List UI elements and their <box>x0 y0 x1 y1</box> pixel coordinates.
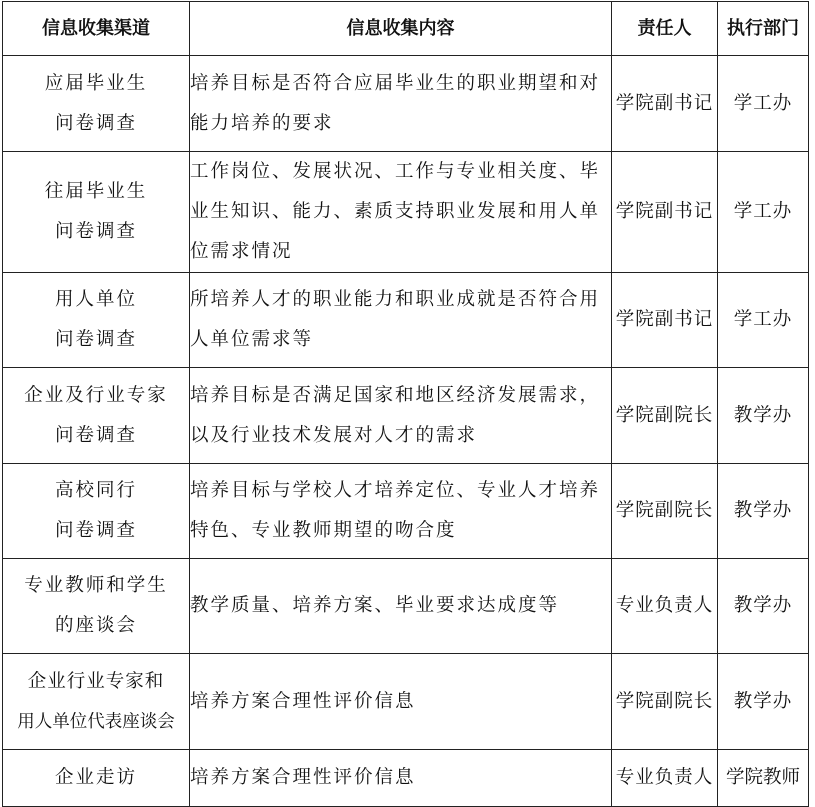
channel-cell <box>3 464 190 559</box>
table-row <box>3 464 809 559</box>
header-channel: 信息收集渠道 <box>3 2 190 56</box>
table-row <box>3 56 809 152</box>
dept-cell: 学工办 <box>718 152 809 273</box>
header-person: 责任人 <box>612 2 718 56</box>
table-row <box>3 654 809 750</box>
content-cell: 培养方案合理性评价信息 <box>190 654 612 750</box>
person-cell: 学院副书记 <box>612 273 718 368</box>
channel-line: 企业及行业专家 <box>24 384 168 406</box>
content-cell: 培养目标是否满足国家和地区经济发展需求，以及行业技术发展对人才的需求 <box>190 368 612 464</box>
dept-cell: 学工办 <box>718 273 809 368</box>
channel-line: 企业行业专家和 <box>27 670 165 692</box>
person-cell: 学院副院长 <box>612 464 718 559</box>
channel-line: 用人单位代表座谈会 <box>17 711 175 732</box>
content-cell: 所培养人才的职业能力和职业成就是否符合用人单位需求等 <box>190 273 612 368</box>
person-cell: 专业负责人 <box>612 559 718 654</box>
channel-cell <box>3 56 190 152</box>
person-cell: 专业负责人 <box>612 750 718 807</box>
content-cell: 培养目标与学校人才培养定位、专业人才培养特色、专业教师期望的吻合度 <box>190 464 612 559</box>
table-row <box>3 368 809 464</box>
content-cell: 工作岗位、发展状况、工作与专业相关度、毕业生知识、能力、素质支持职业发展和用人单位需求情况 <box>190 152 612 273</box>
dept-cell: 学院教师 <box>718 750 809 807</box>
table-row <box>3 152 809 273</box>
header-content: 信息收集内容 <box>190 2 612 56</box>
channel-line: 问卷调查 <box>54 520 137 541</box>
dept-cell: 教学办 <box>718 464 809 559</box>
channel-line: 问卷调查 <box>54 329 137 350</box>
channel-line: 高校同行 <box>54 480 137 501</box>
table-row <box>3 750 809 807</box>
table-row <box>3 559 809 654</box>
channel-line: 问卷调查 <box>54 424 137 446</box>
channel-line: 应届毕业生 <box>44 72 148 94</box>
person-cell: 学院副院长 <box>612 654 718 750</box>
channel-line: 的座谈会 <box>54 615 137 636</box>
dept-cell: 学工办 <box>718 56 809 152</box>
header-dept: 执行部门 <box>718 2 809 56</box>
dept-cell: 教学办 <box>718 559 809 654</box>
channel-cell <box>3 750 190 807</box>
info-collection-table <box>2 1 809 807</box>
content-cell: 培养目标是否符合应届毕业生的职业期望和对能力培养的要求 <box>190 56 612 152</box>
channel-line: 问卷调查 <box>54 221 137 242</box>
channel-cell <box>3 368 190 464</box>
person-cell: 学院副书记 <box>612 152 718 273</box>
channel-line: 专业教师和学生 <box>24 575 168 596</box>
dept-cell: 教学办 <box>718 654 809 750</box>
header-row <box>3 2 809 56</box>
person-cell: 学院副院长 <box>612 368 718 464</box>
channel-cell <box>3 654 190 750</box>
content-cell: 教学质量、培养方案、毕业要求达成度等 <box>190 559 612 654</box>
channel-line: 用人单位 <box>54 289 137 310</box>
channel-cell <box>3 559 190 654</box>
channel-line: 往届毕业生 <box>44 181 148 202</box>
content-cell: 培养方案合理性评价信息 <box>190 750 612 807</box>
channel-line: 问卷调查 <box>54 112 137 134</box>
channel-line: 企业走访 <box>54 767 137 788</box>
dept-cell: 教学办 <box>718 368 809 464</box>
channel-cell <box>3 273 190 368</box>
table-row <box>3 273 809 368</box>
channel-cell <box>3 152 190 273</box>
person-cell: 学院副书记 <box>612 56 718 152</box>
